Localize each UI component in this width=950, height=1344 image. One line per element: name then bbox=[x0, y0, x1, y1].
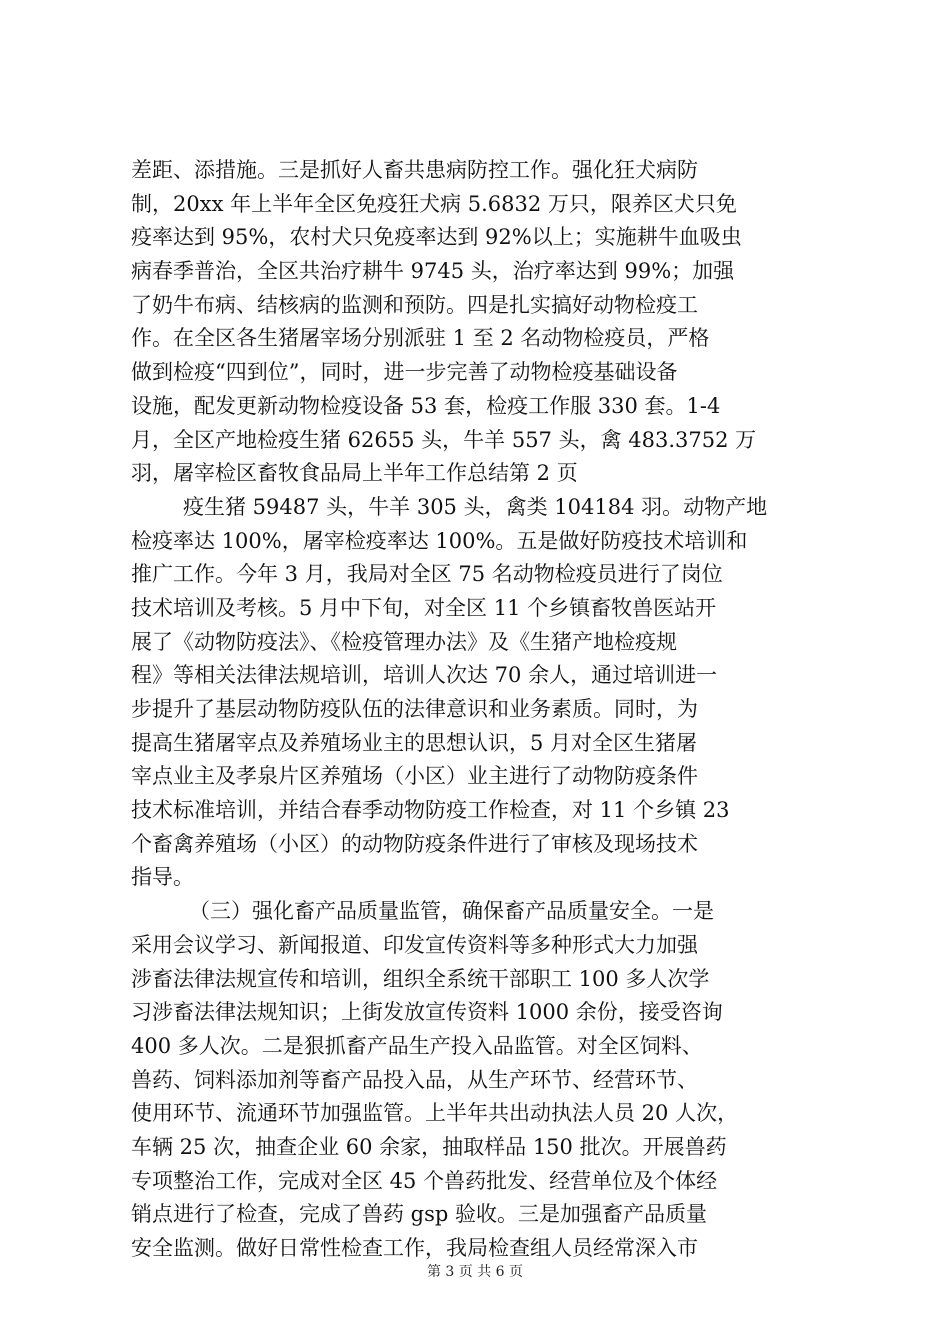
text-line: 检疫率达 100%，屠宰检疫率达 100%。五是做好防疫技术培训和 bbox=[131, 528, 748, 553]
text-line: 了奶牛布病、结核病的监测和预防。四是扎实搞好动物检疫工 bbox=[131, 292, 698, 317]
text-line: 作。在全区各生猪屠宰场分别派驻 1 至 2 名动物检疫员，严格 bbox=[131, 326, 710, 351]
text-line: 专项整治工作，完成对全区 45 个兽药批发、经营单位及个体经 bbox=[131, 1168, 718, 1193]
text-line: 个畜禽养殖场（小区）的动物防疫条件进行了审核及现场技术 bbox=[131, 831, 698, 856]
text-line: 病春季普治，全区共治疗耕牛 9745 头，治疗率达到 99%；加强 bbox=[131, 259, 735, 284]
text-line: 车辆 25 次，抽查企业 60 余家，抽取样品 150 批次。开展兽药 bbox=[131, 1134, 727, 1159]
text-line: 展了《动物防疫法》、《检疫管理办法》及《生猪产地检疫规 bbox=[131, 629, 677, 654]
text-line: 提高生猪屠宰点及养殖场业主的思想认识，5 月对全区生猪屠 bbox=[131, 730, 698, 755]
text-line: 技术培训及考核。5 月中下旬，对全区 11 个乡镇畜牧兽医站开 bbox=[131, 595, 717, 620]
text-line: 差距、添措施。三是抓好人畜共患病防控工作。强化狂犬病防 bbox=[131, 158, 698, 182]
text-line: 400 多人次。二是狠抓畜产品生产投入品监管。对全区饲料、 bbox=[131, 1033, 703, 1058]
text-line: 设施，配发更新动物检疫设备 53 套，检疫工作服 330 套。1-4 bbox=[131, 393, 721, 418]
text-line: 制，20xx 年上半年全区免疫狂犬病 5.6832 万只，限养区犬只免 bbox=[131, 191, 737, 216]
text-line: 月，全区产地检疫生猪 62655 头，牛羊 557 头，禽 483.3752 万 bbox=[131, 427, 757, 452]
text-line: 步提升了基层动物防疫队伍的法律意识和业务素质。同时，为 bbox=[131, 697, 698, 721]
text-line: 采用会议学习、新闻报道、印发宣传资料等多种形式大力加强 bbox=[131, 932, 698, 957]
text-line: 安全监测。做好日常性检查工作，我局检查组人员经常深入市 bbox=[131, 1236, 698, 1260]
text-line: 指导。 bbox=[131, 865, 194, 890]
text-line: 宰点业主及孝泉片区养殖场（小区）业主进行了动物防疫条件 bbox=[131, 764, 698, 789]
text-line: 程》等相关法律法规培训，培训人次达 70 余人，通过培训进一 bbox=[131, 663, 718, 688]
text-line: 推广工作。今年 3 月，我局对全区 75 名动物检疫员进行了岗位 bbox=[131, 562, 723, 587]
text-line: 兽药、饲料添加剂等畜产品投入品，从生产环节、经营环节、 bbox=[131, 1067, 698, 1092]
text-line: 羽，屠宰检区畜牧食品局上半年工作总结第 2 页 bbox=[131, 461, 578, 486]
text-line: 疫率达到 95%，农村犬只免疫率达到 92%以上；实施耕牛血吸虫 bbox=[131, 225, 742, 250]
text-line: 技术标准培训，并结合春季动物防疫工作检查，对 11 个乡镇 23 bbox=[131, 798, 730, 823]
text-line: 涉畜法律法规宣传和培训，组织全系统干部职工 100 多人次学 bbox=[131, 966, 710, 991]
text-line: 习涉畜法律法规知识；上街发放宣传资料 1000 余份，接受咨询 bbox=[131, 1000, 723, 1025]
text-line: 做到检疫“四到位”，同时，进一步完善了动物检疫基础设备 bbox=[131, 360, 678, 385]
page-number-footer: 第 3 页 共 6 页 bbox=[426, 1264, 524, 1280]
body-text bbox=[131, 154, 831, 1266]
section-heading-line: （三）强化畜产品质量监管，确保畜产品质量安全。一是 bbox=[189, 899, 714, 924]
paragraph-start-line: 疫生猪 59487 头，牛羊 305 头，禽类 104184 羽。动物产地 bbox=[183, 494, 768, 519]
text-line: 使用环节、流通环节加强监管。上半年共出动执法人员 20 人次， bbox=[131, 1101, 739, 1126]
text-line: 销点进行了检查，完成了兽药 gsp 验收。三是加强畜产品质量 bbox=[131, 1202, 708, 1227]
